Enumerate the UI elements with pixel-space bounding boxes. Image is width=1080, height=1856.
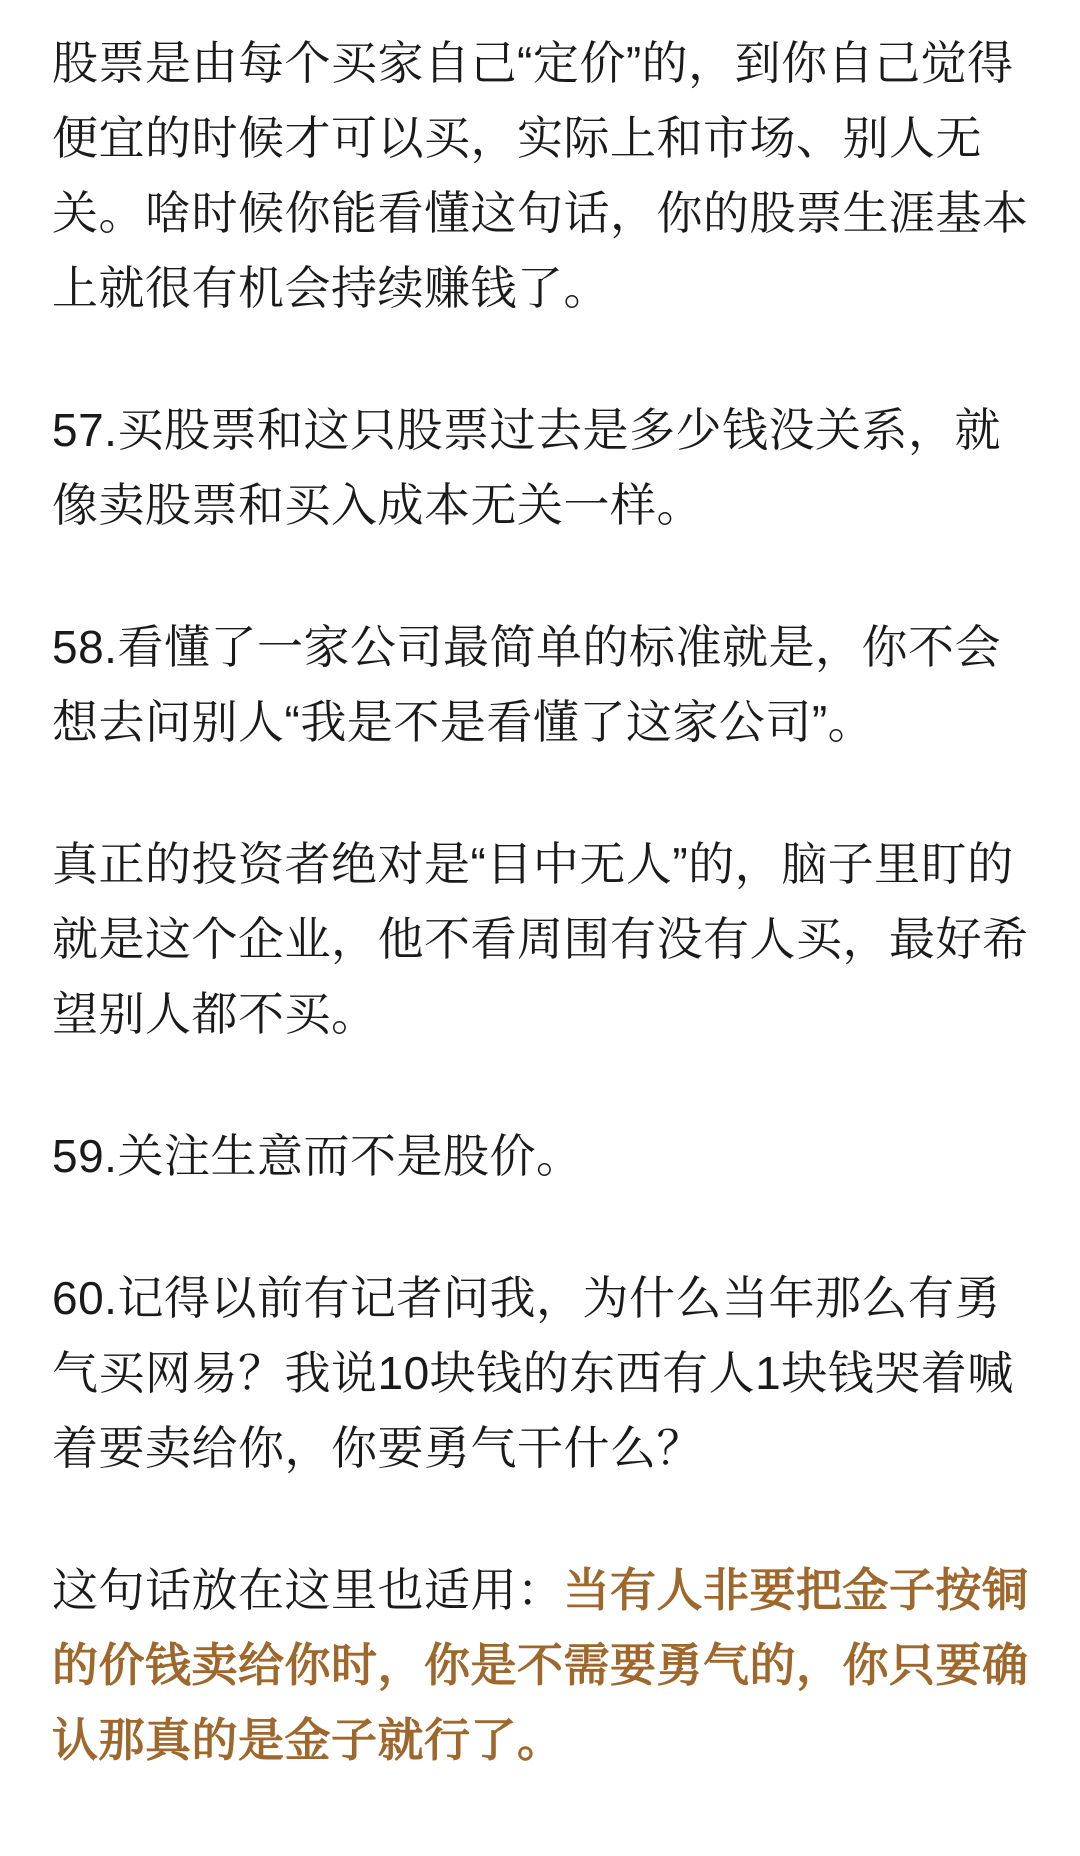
paragraph-text: 59.关注生意而不是股价。: [52, 1130, 583, 1182]
paragraph-text: 真正的投资者绝对是“目中无人”的，脑子里盯的就是这个企业，他不看周围有没有人买，最好希望别人都不买。: [52, 838, 1029, 1040]
paragraph-text: 60.记得以前有记者问我，为什么当年那么有勇气买网易？我说10块钱的东西有人1块钱哭着喊着要卖给你，你要勇气干什么？: [52, 1272, 1014, 1474]
paragraph-text: 57.买股票和这只股票过去是多少钱没关系，就像卖股票和买入成本无关一样。: [52, 404, 1001, 531]
paragraph-58: [52, 610, 1032, 760]
paragraph-57: [52, 393, 1032, 543]
paragraph-conclusion: [52, 1553, 1032, 1778]
highlighted-text: 当有人非要把金子按铜的价钱卖给你时，你是不需要勇气的，你只要确认那真的是金子就行了。: [52, 1564, 1029, 1766]
paragraph-60: [52, 1261, 1032, 1486]
paragraph-59: [52, 1119, 1032, 1194]
paragraph-stock-pricing: [52, 26, 1032, 326]
paragraph-text: 58.看懂了一家公司最简单的标准就是，你不会想去问别人“我是不是看懂了这家公司”。: [52, 621, 1001, 748]
paragraph-text: 股票是由每个买家自己“定价”的，到你自己觉得便宜的时候才可以买，实际上和市场、别人无关。啥时候你能看懂这句话，你的股票生涯基本上就很有机会持续赚钱了。: [52, 37, 1029, 314]
paragraph-investor-focus: [52, 827, 1032, 1052]
paragraph-text: 这句话放在这里也适用：: [52, 1564, 564, 1616]
